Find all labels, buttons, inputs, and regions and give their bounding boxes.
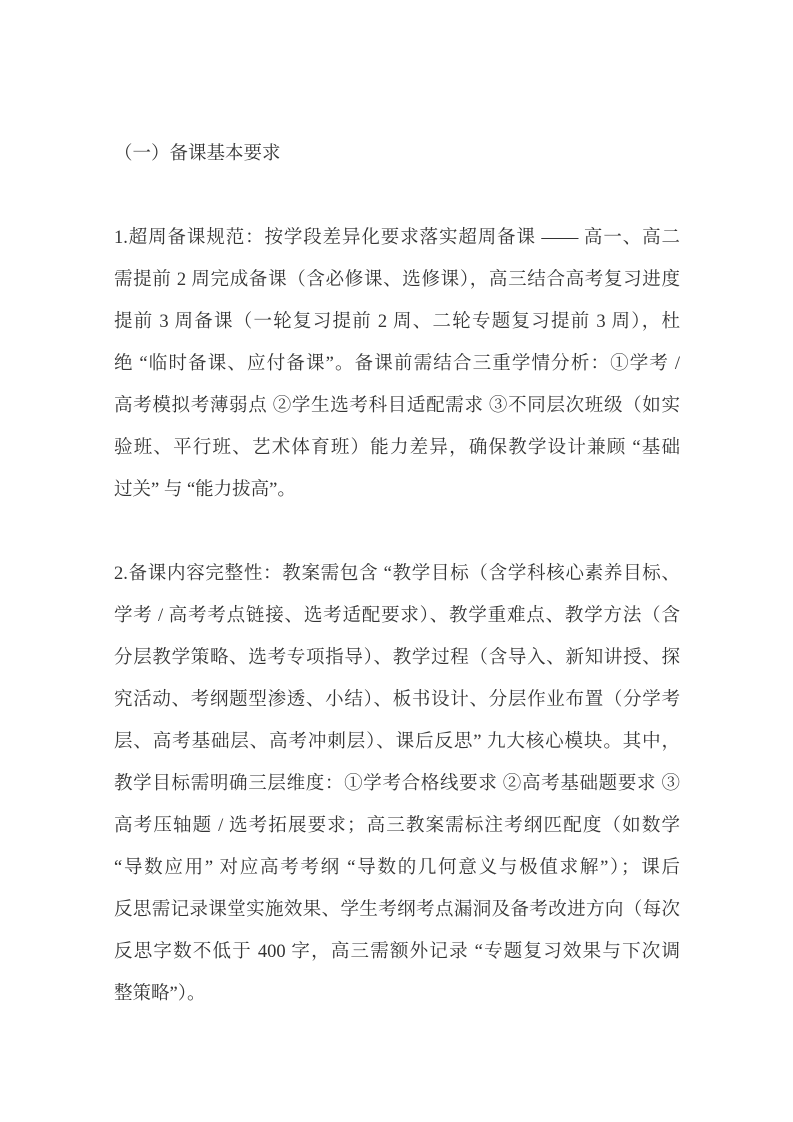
section-heading: （一）备课基本要求 [114, 144, 281, 164]
text-line: 需提前 2 周完成备课（含必修课、选修课），高三结合高考复习进度 [114, 270, 680, 290]
text-line: 提前 3 周备课（一轮复习提前 2 周、二轮专题复习提前 3 周），杜 [114, 312, 680, 332]
text-line: 教学目标需明确三层维度：①学考合格线要求 ②高考基础题要求 ③ [114, 774, 680, 794]
text-line: 验班、平行班、艺术体育班）能力差异，确保教学设计兼顾 “基础 [114, 438, 680, 458]
document-content [114, 133, 680, 1015]
text-line: 反思需记录课堂实施效果、学生考纲考点漏洞及备考改进方向（每次 [114, 900, 680, 920]
text-line: 过关” 与 “能力拔高”。 [114, 480, 296, 500]
text-line: 学考 / 高考考点链接、选考适配要求）、教学重难点、教学方法（含 [114, 606, 680, 626]
text-line: 反思字数不低于 400 字，高三需额外记录 “专题复习效果与下次调 [114, 942, 680, 962]
paragraph-lesson-prep-schedule [114, 217, 680, 511]
text-line: 绝 “临时备课、应付备课”。备课前需结合三重学情分析：①学考 / [114, 354, 680, 374]
text-line: 究活动、考纲题型渗透、小结）、板书设计、分层作业布置（分学考 [114, 690, 680, 710]
text-line: 2.备课内容完整性：教案需包含 “教学目标（含学科核心素养目标、 [114, 564, 680, 584]
text-line: 整策略”）。 [114, 984, 206, 1004]
text-line: 分层教学策略、选考专项指导）、教学过程（含导入、新知讲授、探 [114, 648, 680, 668]
text-line: 高考模拟考薄弱点 ②学生选考科目适配需求 ③不同层次班级（如实 [114, 396, 680, 416]
text-line: 高考压轴题 / 选考拓展要求；高三教案需标注考纲匹配度（如数学 [114, 816, 680, 836]
text-line: 层、高考基础层、高考冲刺层）、课后反思” 九大核心模块。其中， [114, 732, 680, 752]
text-line: “导数应用” 对应高考考纲 “导数的几何意义与极值求解”）；课后 [114, 858, 680, 878]
text-line: 1.超周备课规范：按学段差异化要求落实超周备课 —— 高一、高二 [114, 228, 680, 248]
paragraph-lesson-plan-completeness [114, 553, 680, 1015]
